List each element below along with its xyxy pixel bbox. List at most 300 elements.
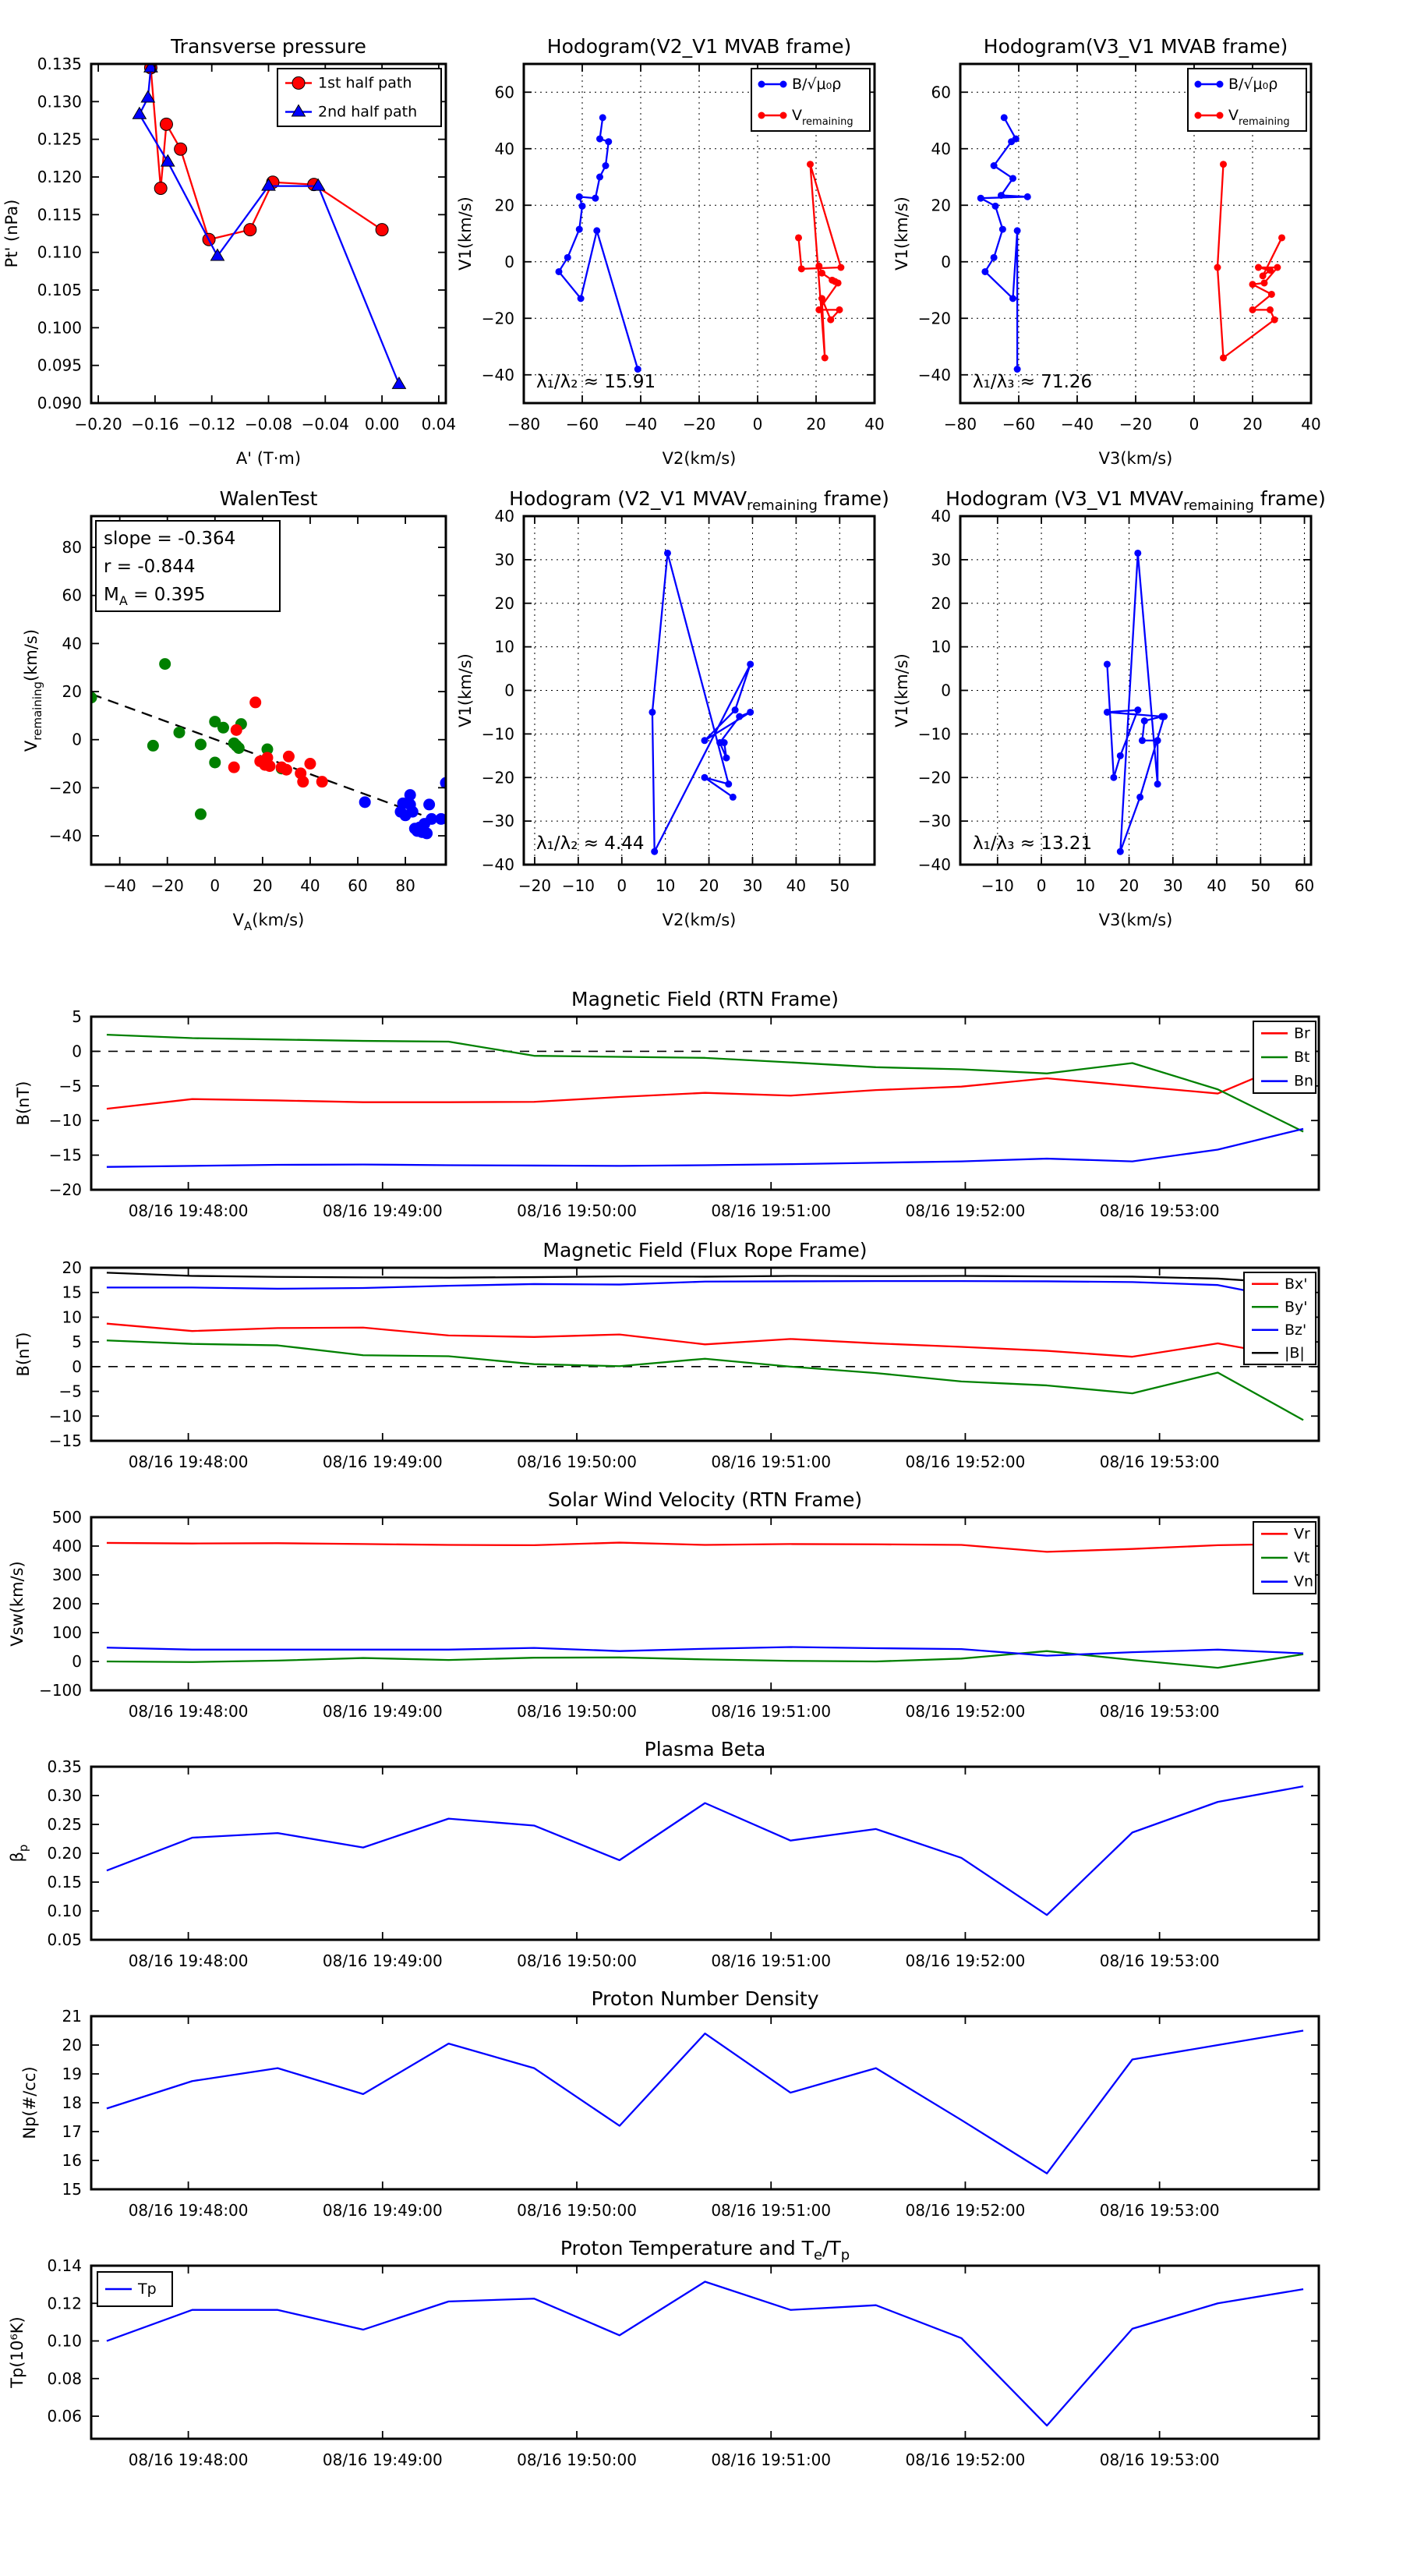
x-axis-label: A' (T·m) [235,449,302,468]
marker-dot [747,709,754,716]
series-area [107,2282,1303,2426]
label: 0.20 [47,1844,82,1863]
label: 40 [931,507,951,525]
legend-label: Bx' [1285,1275,1308,1293]
scatter-point [217,722,229,734]
label: −40 [1060,415,1094,433]
marker-triangle [133,108,146,119]
label: 80 [395,876,415,895]
label: −10 [481,724,514,744]
label: 40 [1301,415,1321,433]
marker-dot [596,136,603,143]
legend [751,69,870,131]
label: 60 [494,83,514,102]
scatter-point [421,827,433,839]
label: 08/16 19:51:00 [711,1201,832,1220]
marker-dot [1009,175,1016,182]
chart-title-hodogram-v2v1-mvab: Hodogram(V2_V1 MVAB frame) [546,35,852,58]
axes-frame [91,1017,1319,1190]
y-axis-label: $V_{remaining}(km/s)$ [22,628,44,752]
x-axis-label: V3(km/s) [1098,911,1173,929]
series-Bz' [107,1281,1303,1302]
label: 10 [931,637,951,656]
chart-hodogram-v2v1-mvab [456,35,885,468]
legend-label: Vr [1294,1525,1310,1543]
label: 0.15 [47,1873,82,1891]
label: −40 [481,855,514,874]
label: 0.095 [37,356,82,375]
label: 0 [941,681,951,700]
marker-dot [1217,81,1224,88]
label: −0.12 [188,415,236,433]
label: 08/16 19:51:00 [711,1702,832,1721]
label: 20 [1119,876,1140,895]
chart-magnetic-field-fluxrope [14,1239,1319,1471]
marker-dot [593,227,600,234]
label: 0 [504,681,514,700]
label: −15 [48,1431,82,1450]
scatter-point [228,762,240,773]
label: 40 [786,876,807,895]
label: 08/16 19:48:00 [128,1201,249,1220]
marker-dot [648,709,656,716]
label: 08/16 19:48:00 [128,1951,249,1970]
label: 0 [617,876,627,895]
series-Bn [107,1129,1303,1167]
label: 0.06 [47,2407,82,2426]
x-axis-label: V2(km/s) [662,911,737,929]
label: 0 [72,1652,82,1671]
scatter-point [209,756,221,768]
label: 21 [62,2007,82,2026]
label: 16 [62,2151,82,2170]
label: 300 [51,1566,82,1584]
series-area [1104,550,1168,855]
label: −0.08 [244,415,293,433]
y-axis-label: V1(km/s) [456,196,475,271]
series-B/√μ₀ρ [981,118,1027,370]
label: −40 [48,826,82,846]
series-area [107,2031,1303,2174]
marker-dot [1278,234,1285,241]
legend-label: B/√μ₀ρ [792,76,842,93]
marker-dot [981,268,988,275]
axes-frame [91,2266,1319,2439]
label: 08/16 19:53:00 [1099,2201,1220,2220]
series-path [652,553,751,851]
label: 100 [51,1623,82,1642]
marker-dot [579,203,586,210]
marker-dot [758,112,765,119]
label: 08/16 19:52:00 [905,2450,1026,2469]
legend [1188,69,1306,131]
label: 20 [931,196,951,215]
chart-title-walen-test: WalenTest [219,487,318,510]
legend [1244,1272,1316,1364]
marker-dot [1154,780,1161,787]
series-V_{remaining} [799,165,841,358]
label: −60 [565,415,599,433]
marker-dot [780,81,787,88]
chart-magnetic-field-rtn [14,988,1319,1220]
label: 5 [72,1332,82,1352]
scatter-point [304,758,316,770]
chart-walen-test [22,487,452,933]
label: 08/16 19:52:00 [905,1201,1026,1220]
label: −40 [624,415,658,433]
marker-dot [1009,295,1016,302]
series-By' [107,1340,1303,1420]
scatter-point [231,724,242,736]
marker-dot [1104,660,1111,667]
label: 30 [1163,876,1183,895]
x-axis-label: V3(km/s) [1098,449,1173,468]
label: 0.05 [47,1930,82,1949]
chart-title-hodogram-v2v1-mvav: Hodogram (V2_V1 $MVAV_{remaining}$ frame) [509,487,889,514]
marker-dot [725,780,732,787]
marker-dot [1104,709,1111,716]
label: 20 [931,593,951,613]
label: 20 [62,2036,82,2054]
scatter-point [407,806,419,818]
label: 200 [51,1594,82,1613]
label: 0 [504,252,514,271]
scatter-point [195,738,207,750]
marker-dot [1220,355,1227,362]
label: −20 [48,778,82,798]
marker-dot [991,254,998,261]
marker-dot [1195,81,1202,88]
series-Bx' [107,1324,1305,1362]
label: 08/16 19:51:00 [711,2201,832,2220]
label: −30 [481,812,514,831]
scatter-point [195,809,207,820]
label: 19 [62,2065,82,2083]
marker-dot [732,706,739,713]
chart-title-proton-temperature: Proton Temperature and $T_e/T_p$ [560,2237,850,2263]
label: 0.00 [364,415,400,433]
marker-dot [818,270,825,277]
label: −100 [39,1681,82,1700]
marker-dot [836,306,843,313]
label: 08/16 19:49:00 [322,1951,443,1970]
marker-dot [1268,291,1275,298]
label: 08/16 19:49:00 [322,1702,443,1721]
scatter-point [233,742,245,754]
label: 0.125 [37,129,82,149]
label: 08/16 19:53:00 [1099,1453,1220,1471]
marker-dot [603,162,610,169]
marker-dot [716,739,723,746]
label: 40 [1207,876,1227,895]
annotation: λ₁/λ₃ ≈ 71.26 [973,372,1093,392]
label: −10 [48,1111,82,1131]
scatter-point [249,696,261,708]
chart-title-hodogram-v3v1-mvav: Hodogram (V3_V1 $MVAV_{remaining}$ frame) [945,487,1326,514]
marker-dot [576,226,583,233]
legend-label: 1st half path [318,74,412,92]
series-V_{remaining} [1217,165,1282,358]
chart-hodogram-v3v1-mvav [892,487,1326,929]
marker-dot [1136,794,1143,801]
scatter-point [264,760,276,772]
series-Br [107,1057,1303,1109]
chart-title-magnetic-field-fluxrope: Magnetic Field (Flux Rope Frame) [542,1239,868,1261]
marker-circle [292,77,305,90]
chart-hodogram-v3v1-mvab [892,35,1321,468]
label: 10 [494,637,514,656]
scatter-point [147,740,159,752]
label: 0.35 [47,1757,82,1776]
label: −20 [481,768,514,787]
marker-dot [651,848,658,855]
y-axis-label: V1(km/s) [892,196,911,271]
label: 5 [72,1007,82,1026]
marker-triangle [392,377,405,389]
label: 08/16 19:52:00 [905,2201,1026,2220]
chart-plasma-beta [8,1738,1319,1970]
label: −20 [917,309,951,328]
label: 15 [62,2180,82,2199]
marker-dot [1261,279,1268,286]
label: 08/16 19:48:00 [128,2201,249,2220]
scatter-point [281,764,292,776]
marker-dot [798,265,805,272]
label: 0.100 [37,318,82,338]
marker-dot [1024,193,1031,200]
label: −20 [481,309,514,328]
legend [97,2272,172,2306]
label: 30 [931,550,951,569]
label: 0 [1036,876,1047,895]
chart-proton-temperature [8,2237,1319,2469]
label: 0.08 [47,2369,82,2388]
marker-dot [1141,717,1148,724]
chart-title-proton-number-density: Proton Number Density [591,1987,819,2010]
label: 0.10 [47,1902,82,1920]
label: 40 [494,139,514,158]
label: 0 [72,1357,82,1376]
label: 40 [62,634,82,653]
marker-circle [154,182,167,195]
marker-dot [829,277,836,284]
series-Vn [107,1647,1303,1656]
label: 0.120 [37,168,82,186]
stats-line: r = -0.844 [104,557,196,577]
label: 08/16 19:51:00 [711,2450,832,2469]
label: 0.04 [421,415,457,433]
marker-dot [1110,774,1117,781]
label: 10 [62,1307,82,1327]
series-area [977,114,1285,373]
label: −20 [518,876,552,895]
series-Bt [107,1035,1303,1131]
label: 20 [806,415,826,433]
label: 20 [698,876,719,895]
label: 0.130 [37,92,82,111]
marker-dot [1267,306,1274,313]
chart-title-magnetic-field-rtn: Magnetic Field (RTN Frame) [571,988,839,1010]
label: 80 [62,538,82,557]
label: 0.10 [47,2331,82,2351]
y-axis-label: B(nT) [14,1081,33,1126]
axes-frame [91,2016,1319,2189]
label: 30 [494,550,514,569]
legend-label: |B| [1285,1344,1305,1362]
marker-circle [244,224,256,236]
label: 08/16 19:53:00 [1099,1702,1220,1721]
marker-dot [596,174,603,181]
legend-label: Br [1294,1024,1310,1042]
label: 20 [62,1258,82,1277]
chart-title-hodogram-v3v1-mvab: Hodogram(V3_V1 MVAB frame) [983,35,1288,58]
label: 30 [742,876,763,895]
marker-dot [1274,264,1281,271]
y-axis-label: $\beta_p$ [8,1844,30,1863]
chart-transverse-pressure [2,35,456,468]
annotation: λ₁/λ₂ ≈ 4.44 [536,833,645,854]
marker-dot [1217,112,1224,119]
label: −40 [917,365,951,384]
marker-dot [1161,713,1168,720]
label: 08/16 19:48:00 [128,2450,249,2469]
marker-dot [998,192,1005,199]
label: 0 [72,730,82,749]
marker-dot [815,306,822,313]
annotation: λ₁/λ₂ ≈ 15.91 [536,372,656,392]
marker-dot [1255,264,1262,271]
label: 40 [494,507,514,525]
y-axis-label: V1(km/s) [892,653,911,727]
marker-dot [564,254,571,261]
label: −80 [507,415,541,433]
series-Np [107,2031,1303,2174]
legend-label: By' [1285,1298,1308,1316]
series-area [556,114,845,373]
label: −0.04 [301,415,349,433]
label: −60 [1002,415,1036,433]
label: 500 [51,1508,82,1527]
marker-dot [556,268,563,275]
label: 60 [62,586,82,605]
marker-dot [1001,114,1008,121]
label: −40 [103,876,136,895]
label: 08/16 19:50:00 [517,1951,637,1970]
marker-dot [758,81,765,88]
marker-dot [1139,737,1146,744]
marker-dot [992,203,999,210]
marker-dot [827,317,834,324]
legend-label: Bn [1294,1072,1314,1090]
label: 08/16 19:53:00 [1099,2450,1220,2469]
label: 0.25 [47,1815,82,1834]
label: 08/16 19:49:00 [322,2450,443,2469]
label: 40 [931,139,951,158]
scatter-point [159,658,171,670]
label: 0.30 [47,1786,82,1805]
axes-frame [91,1268,1319,1441]
label: 0 [210,876,221,895]
chart-proton-number-density [20,1987,1319,2220]
label: 0 [72,1042,82,1061]
label: −5 [58,1382,82,1401]
label: 50 [829,876,850,895]
legend-label: B/√μ₀ρ [1228,76,1278,93]
x-axis-label: V2(km/s) [662,449,737,468]
label: 08/16 19:50:00 [517,1702,637,1721]
stats-line: $M_A = 0.395$ [104,585,206,608]
label: 0.12 [47,2294,82,2313]
marker-dot [807,161,814,168]
label: 08/16 19:50:00 [517,2201,637,2220]
y-axis-label: Pt' (nPa) [2,199,21,268]
stats-line: slope = -0.364 [104,529,236,549]
label: 0 [752,415,763,433]
label: 60 [348,876,368,895]
label: −20 [917,768,951,787]
label: 20 [494,196,514,215]
series-area [107,1272,1303,1420]
marker-dot [1249,306,1256,313]
label: 08/16 19:52:00 [905,1951,1026,1970]
marker-dot [1214,264,1221,271]
label: −15 [48,1145,82,1165]
label: 17 [62,2122,82,2141]
marker-dot [730,794,737,801]
label: 08/16 19:50:00 [517,1201,637,1220]
legend-label: Bt [1294,1049,1310,1066]
marker-dot [1154,737,1161,744]
label: −40 [481,365,514,384]
label: 0.105 [37,281,82,299]
label: 0.135 [37,55,82,73]
label: 08/16 19:51:00 [711,1951,832,1970]
scatter-point [173,727,185,738]
marker-circle [160,118,172,130]
marker-dot [747,660,754,667]
chart-title-solar-wind-velocity: Solar Wind Velocity (RTN Frame) [547,1488,863,1511]
label: −10 [917,724,951,744]
label: −5 [58,1076,82,1095]
scatter-point [283,751,295,763]
label: 08/16 19:52:00 [905,1702,1026,1721]
series-area [648,550,754,855]
marker-dot [837,264,844,271]
label: −20 [150,876,184,895]
marker-dot [1249,281,1256,288]
chart-solar-wind-velocity [8,1488,1319,1721]
legend-label: Tp [138,2281,157,2298]
marker-dot [1134,706,1141,713]
marker-dot [664,550,671,557]
legend-label: Vt [1294,1549,1310,1566]
label: −10 [561,876,595,895]
label: 20 [253,876,273,895]
marker-dot [1117,752,1124,759]
label: −30 [917,812,951,831]
marker-dot [1134,550,1141,557]
label: 20 [62,682,82,702]
label: −40 [917,855,951,874]
marker-dot [599,114,606,121]
label: 40 [300,876,320,895]
marker-dot [1267,267,1274,274]
label: 08/16 19:49:00 [322,1201,443,1220]
scatter-point [316,776,328,787]
legend-label: 2nd half path [318,103,418,121]
legend-label: $V_{remaining}$ [792,107,853,128]
label: 50 [1250,876,1271,895]
